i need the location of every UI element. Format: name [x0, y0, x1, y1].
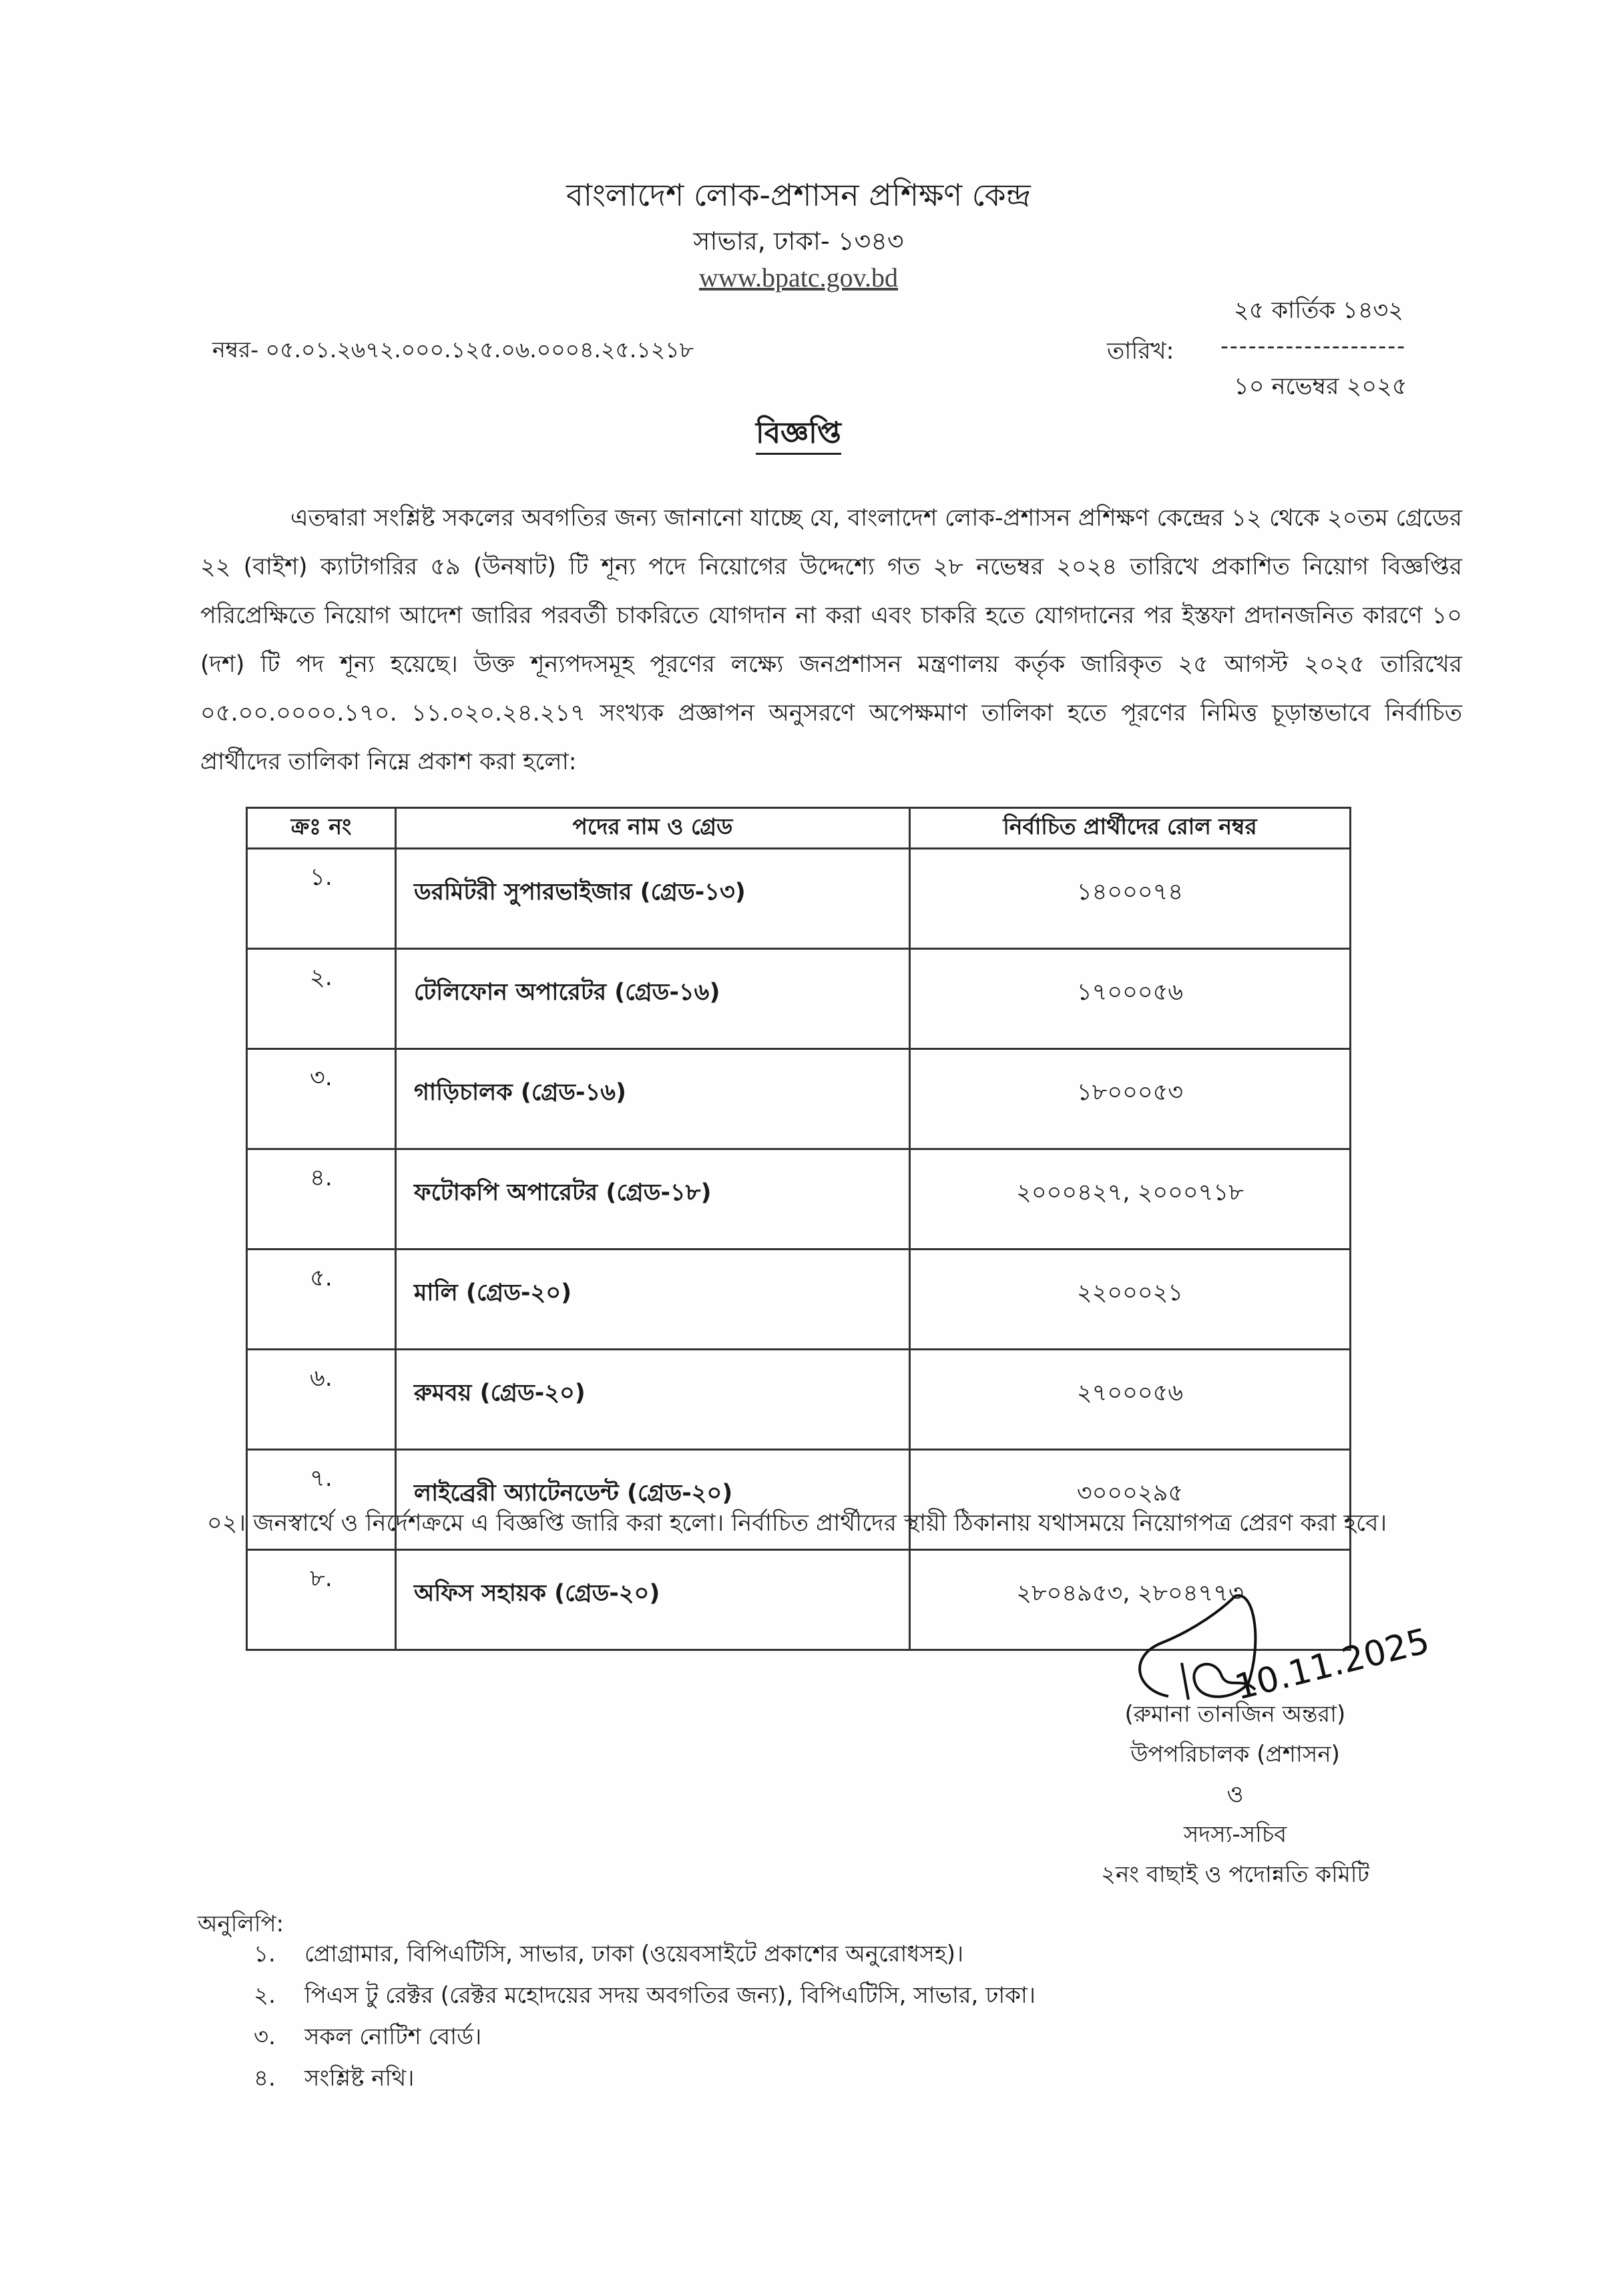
row-roll: ২৭০০০৫৬ [910, 1350, 1351, 1450]
row-serial: ৪. [247, 1149, 396, 1250]
row-post: অফিস সহায়ক (গ্রেড-২০) [396, 1550, 910, 1650]
organization-address: সাভার, ঢাকা- ১৩৪৩ [693, 226, 904, 256]
website-link-wrapper [0, 262, 1597, 293]
organization-name: বাংলাদেশ লোক-প্রশাসন প্রশিক্ষণ কেন্দ্র [566, 177, 1031, 213]
table-row [247, 1049, 1351, 1149]
list-item [254, 1933, 1036, 1975]
header-roll: নির্বাচিত প্রার্থীদের রোল নম্বর [910, 808, 1351, 849]
row-roll: ১৪০০০৭৪ [910, 849, 1351, 949]
item-text: সংশ্লিষ্ট নথি। [304, 2065, 415, 2092]
table-row [247, 849, 1351, 949]
header-serial: ক্রঃ নং [247, 808, 396, 849]
row-post: ফটোকপি অপারেটর (গ্রেড-১৮) [396, 1149, 910, 1250]
row-post: মালি (গ্রেড-২০) [396, 1250, 910, 1350]
row-roll: ২৮০৪৯৫৩, ২৮০৪৭৭৩ [910, 1550, 1351, 1650]
signatory-designation: উপপরিচালক (প্রশাসন) [1130, 1741, 1340, 1768]
date-bangla: ২৫ কার্তিক ১৪৩২ [1234, 297, 1404, 324]
row-serial: ১. [247, 849, 396, 949]
row-serial: ৭. [247, 1450, 396, 1550]
notice-title: বিজ্ঞপ্তি [756, 416, 841, 455]
item-text: সকল নোটিশ বোর্ড। [304, 2024, 482, 2050]
row-roll: ১৭০০০৫৬ [910, 949, 1351, 1049]
signatory-block [1001, 1694, 1469, 1895]
row-post: রুমবয় (গ্রেড-২০) [396, 1350, 910, 1450]
paragraph-2: ০২। জনস্বার্থে ও নির্দেশক্রমে এ বিজ্ঞপ্তি জারি করা হলো। নির্বাচিত প্রার্থীদের স্থায়ী ঠিকানায় যথাসময়ে নিয়োগপত্র প্রেরণ করা হবে। [207, 1510, 1387, 1537]
list-item [254, 1975, 1036, 2016]
row-roll: ২০০০৪২৭, ২০০০৭১৮ [910, 1149, 1351, 1250]
table-row [247, 1350, 1351, 1450]
list-item [254, 2058, 1036, 2099]
row-roll: ১৮০০০৫৩ [910, 1049, 1351, 1149]
table-row [247, 949, 1351, 1049]
row-roll: ২২০০০২১ [910, 1250, 1351, 1350]
signatory-role: সদস্য-সচিব [1183, 1821, 1287, 1848]
signature-date: 10.11.2025 [1230, 1621, 1434, 1708]
item-text: পিএস টু রেক্টর (রেক্টর মহোদয়ের সদয় অবগতির জন্য), বিপিএটিসি, সাভার, ঢাকা। [304, 1982, 1036, 2009]
table-row [247, 1149, 1351, 1250]
row-roll: ৩০০০২৯৫ [910, 1450, 1351, 1550]
body-paragraph: এতদ্বারা সংশ্লিষ্ট সকলের অবগতির জন্য জানানো যাচ্ছে যে, বাংলাদেশ লোক-প্রশাসন প্রশিক্ষণ কেন্দ্রের ১২ থেকে ২০তম গ্রেডের ২২ (বাইশ) ক্যাটাগরির ৫৯ (উনষাট) টি শূন্য পদে নিয়োগের উদ্দেশ্যে গত ২৮ নভেম্বর ২০২৪ তারিখে প্রকাশিত নিয়োগ বিজ্ঞপ্তির পরিপ্রেক্ষিতে নিয়োগ আদেশ জারির পরবর্তী চাকরিতে যোগদান না করা এবং চাকরি হতে যোগদানের পর ইস্তফা প্রদানজনিত কারণে ১০ (দশ) টি পদ শূন্য হয়েছে। উক্ত শূন্যপদসমূহ পূরণের লক্ষ্যে জনপ্রশাসন মন্ত্রণালয় কর্তৃক জারিকৃত ২৫ আগস্ট ২০২৫ তারিখের ০৫.০০.০০০০.১৭০. ১১.০২০.২৪.২১৭ সংখ্যক প্রজ্ঞাপন অনুসরণে অপেক্ষমাণ তালিকা হতে পূরণের নিমিত্ত চূড়ান্তভাবে নির্বাচিত প্রার্থীদের তালিকা নিম্নে প্রকাশ করা হলো: [200, 505, 1462, 775]
website-link[interactable]: www.bpatc.gov.bd [698, 262, 899, 293]
date-gregorian: ১০ নভেম্বর ২০২৫ [1234, 373, 1407, 400]
item-text: প্রোগ্রামার, বিপিএটিসি, সাভার, ঢাকা (ওয়েবসাইটে প্রকাশের অনুরোধসহ)। [304, 1941, 964, 1967]
row-post: গাড়িচালক (গ্রেড-১৬) [396, 1049, 910, 1149]
copy-to-list [254, 1933, 1036, 2099]
signatory-committee: ২নং বাছাই ও পদোন্নতি কমিটি [1101, 1861, 1369, 1888]
row-post: টেলিফোন অপারেটর (গ্রেড-১৬) [396, 949, 910, 1049]
date-separator: -------------------- [1220, 333, 1407, 359]
row-serial: ৩. [247, 1049, 396, 1149]
handwritten-signature [1122, 1583, 1434, 1710]
row-serial: ৬. [247, 1350, 396, 1450]
table-header-row [247, 808, 1351, 849]
row-post: লাইব্রেরী অ্যাটেনডেন্ট (গ্রেড-২০) [396, 1450, 910, 1550]
notice-title-wrapper [0, 411, 1597, 459]
memo-number: নম্বর- ০৫.০১.২৬৭২.০০০.১২৫.০৬.০০০৪.২৫.১২১৮ [212, 337, 694, 363]
row-serial: ২. [247, 949, 396, 1049]
list-item [254, 2016, 1036, 2058]
table-row [247, 1250, 1351, 1350]
header-post: পদের নাম ও গ্রেড [396, 808, 910, 849]
item-number: ৩. [254, 2024, 276, 2050]
date-label: তারিখ: [1107, 338, 1174, 365]
row-serial: ৫. [247, 1250, 396, 1350]
row-post: ডরমিটরী সুপারভাইজার (গ্রেড-১৩) [396, 849, 910, 949]
signatory-name: (রুমানা তানজিন অন্তরা) [1124, 1701, 1346, 1728]
copy-to-label: অনুলিপি: [198, 1911, 284, 1937]
row-serial: ৮. [247, 1550, 396, 1650]
signatory-conjunction: ও [1226, 1781, 1244, 1808]
item-number: ১. [254, 1941, 276, 1967]
item-number: ৪. [254, 2065, 276, 2092]
item-number: ২. [254, 1982, 276, 2009]
